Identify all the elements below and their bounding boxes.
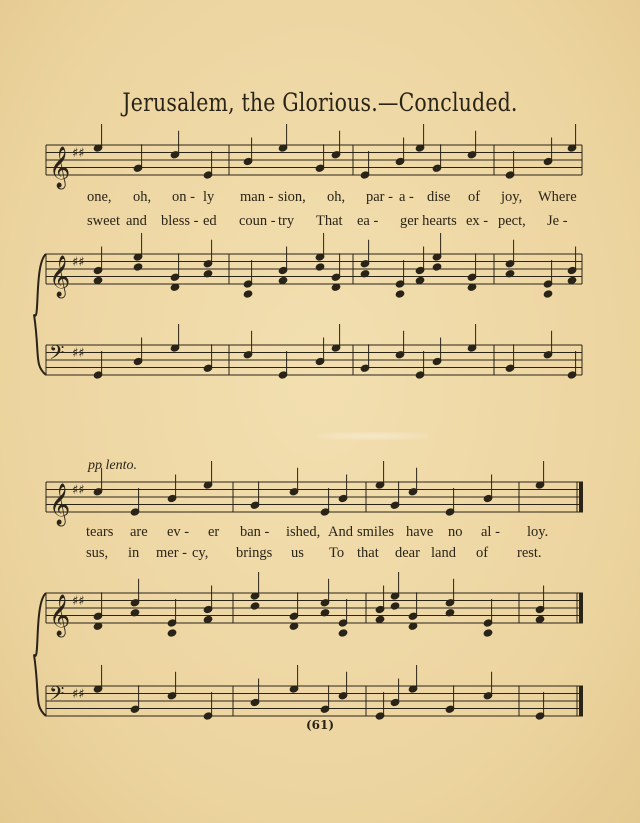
note-head xyxy=(375,615,385,623)
lyric-word: loy. xyxy=(527,524,549,540)
lyric-word: er xyxy=(208,524,220,540)
lyric-word: ban - xyxy=(240,524,270,540)
page-title: Jerusalem, the Glorious.—Concluded. xyxy=(122,88,518,117)
sharp-icon: ♯♯ xyxy=(72,346,85,361)
bass-clef-icon: 𝄢 xyxy=(49,682,65,710)
lyric-word: oh, xyxy=(327,189,346,205)
lyric-word: man - xyxy=(240,189,274,205)
note-head xyxy=(543,290,553,298)
note-head xyxy=(278,276,288,284)
lyric-word: sus, xyxy=(86,545,109,561)
lyric-word: Je - xyxy=(547,213,568,229)
lyric-word: rest. xyxy=(517,545,542,561)
lyric-word: that xyxy=(357,545,379,561)
lyric-word: ed xyxy=(203,213,217,229)
sharp-icon: ♯♯ xyxy=(72,146,85,161)
note-head xyxy=(432,263,442,271)
note-head xyxy=(243,290,253,298)
dynamic-marking: pp lento. xyxy=(88,458,137,473)
treble-clef-icon: 𝄞 xyxy=(49,256,71,297)
lyric-word: bless - xyxy=(161,213,199,229)
lyric-word: al - xyxy=(481,524,500,540)
lyric-word: ly xyxy=(203,189,215,205)
lyric-word: sweet xyxy=(87,213,121,229)
sharp-icon: ♯♯ xyxy=(72,255,85,270)
lyric-word: dise xyxy=(427,189,451,205)
treble-clef-icon: 𝄞 xyxy=(49,484,71,525)
lyric-word: joy, xyxy=(501,189,523,205)
treble-clef-icon: 𝄞 xyxy=(49,147,71,188)
final-barline-thick xyxy=(580,686,583,716)
lyric-word: us xyxy=(291,545,304,561)
lyric-word: oh, xyxy=(133,189,152,205)
lyric-word: of xyxy=(468,189,481,205)
note-head xyxy=(567,276,577,284)
bass-clef-icon: 𝄢 xyxy=(49,341,65,369)
note-head xyxy=(167,629,177,637)
lyric-word: mer - xyxy=(156,545,187,561)
note-head xyxy=(203,615,213,623)
note-head xyxy=(395,290,405,298)
page-number: (61) xyxy=(305,718,335,732)
lyric-word: pect, xyxy=(498,213,526,229)
lyric-word: tears xyxy=(86,524,114,540)
note-head xyxy=(315,263,325,271)
lyric-word: ev - xyxy=(167,524,190,540)
note-head xyxy=(133,263,143,271)
paper-smudge xyxy=(318,432,428,440)
lyric-word: are xyxy=(130,524,148,540)
lyric-word: Where xyxy=(538,189,577,205)
lyric-word: That xyxy=(316,213,343,229)
brace xyxy=(34,254,46,375)
lyric-word: try xyxy=(278,213,295,229)
lyric-word: ger hearts xyxy=(400,213,457,229)
lyric-word: land xyxy=(431,545,456,561)
lyric-word: on - xyxy=(172,189,195,205)
note-head xyxy=(483,629,493,637)
lyric-word: no xyxy=(448,524,463,540)
lyric-word: coun - xyxy=(239,213,276,229)
final-barline-thick xyxy=(580,482,583,512)
sharp-icon: ♯♯ xyxy=(72,483,85,498)
lyric-word: To xyxy=(329,545,345,561)
note-head xyxy=(535,615,545,623)
lyric-word: And xyxy=(328,524,353,540)
lyric-word: ished, xyxy=(286,524,321,540)
note-head xyxy=(390,602,400,610)
lyric-word: smiles xyxy=(357,524,395,540)
sharp-icon: ♯♯ xyxy=(72,594,85,609)
lyric-word: a - xyxy=(399,189,414,205)
lyric-word: dear xyxy=(395,545,420,561)
lyric-word: ex - xyxy=(466,213,489,229)
lyric-word: ea - xyxy=(357,213,379,229)
lyric-word: par - xyxy=(366,189,393,205)
note-head xyxy=(415,276,425,284)
lyric-word: cy, xyxy=(192,545,209,561)
brace xyxy=(34,593,46,716)
note-head xyxy=(338,629,348,637)
lyric-word: in xyxy=(128,545,140,561)
lyric-word: and xyxy=(126,213,147,229)
lyric-word: one, xyxy=(87,189,112,205)
lyric-word: of xyxy=(476,545,489,561)
lyric-word: sion, xyxy=(278,189,306,205)
final-barline-thick xyxy=(580,593,583,623)
treble-clef-icon: 𝄞 xyxy=(49,595,71,636)
sharp-icon: ♯♯ xyxy=(72,687,85,702)
note-head xyxy=(93,276,103,284)
lyric-word: have xyxy=(406,524,434,540)
note-head xyxy=(250,602,260,610)
lyric-word: brings xyxy=(236,545,273,561)
